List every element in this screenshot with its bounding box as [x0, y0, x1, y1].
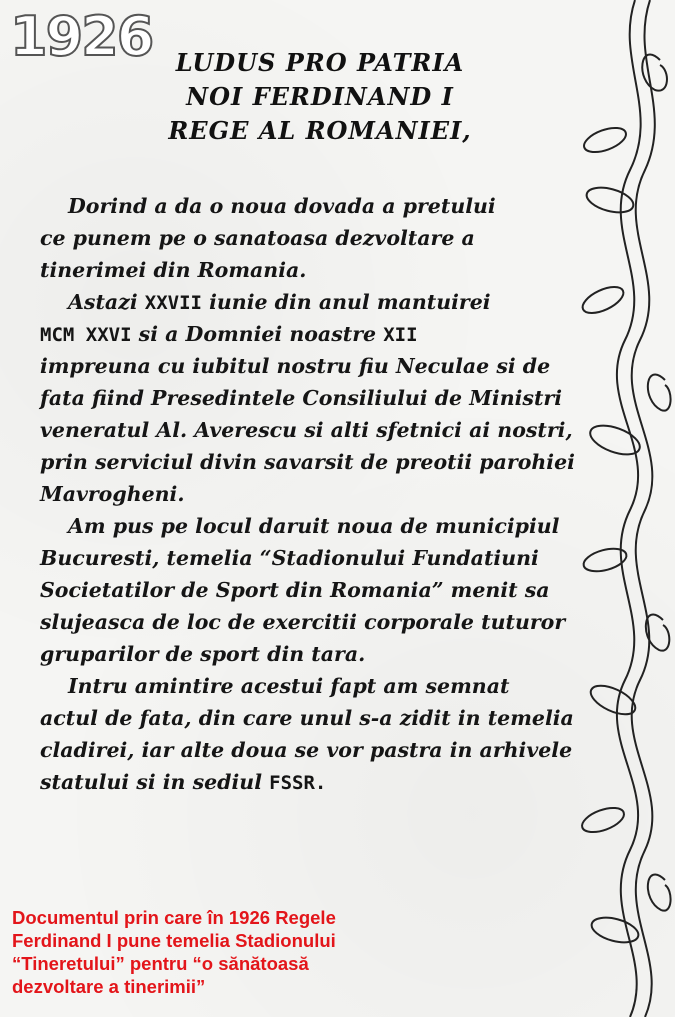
body-line: Dorind a da o noua dovada a pretului: [68, 194, 496, 218]
heading-line: LUDUS PRO PATRIA: [175, 48, 465, 77]
photo-caption: [12, 906, 392, 998]
body-text-fragment: iunie din anul mantuirei: [201, 290, 491, 314]
body-text-fragment: si a Domniei noastre: [131, 322, 384, 346]
body-line: [40, 766, 600, 798]
floral-ornament-border: [575, 0, 675, 1017]
body-line: cladirei, iar alte doua se vor pastra in arhivele: [40, 738, 573, 762]
body-line: [40, 286, 600, 318]
body-line: tinerimei din Romania.: [40, 258, 307, 282]
roman-numeral: XXVII: [144, 292, 202, 314]
body-line: prin serviciul divin savarsit de preotii parohiei: [40, 450, 575, 474]
body-line: Mavrogheni.: [40, 482, 185, 506]
body-line: Bucuresti, temelia “Stadionului Fundatiuni: [40, 546, 539, 570]
body-line: ce punem pe o sanatoasa dezvoltare a: [40, 226, 475, 250]
roman-numeral: XII: [383, 324, 418, 346]
body-line: gruparilor de sport din tara.: [40, 642, 366, 666]
body-line: impreuna cu iubitul nostru fiu Neculae si de: [40, 354, 551, 378]
body-line: Societatilor de Sport din Romania” menit sa: [40, 578, 550, 602]
body-line: veneratul Al. Averescu si alti sfetnici ai nostri,: [40, 418, 573, 442]
body-text-fragment: statului si in sediul: [40, 770, 270, 794]
body-text-fragment: Astazi: [68, 290, 145, 314]
body-line: [40, 318, 600, 350]
body-line: Intru amintire acestui fapt am semnat: [68, 674, 510, 698]
heading-line: REGE AL ROMANIEI,: [168, 116, 472, 145]
caption-line: Ferdinand I pune temelia Stadionului: [12, 930, 336, 951]
document-body: [40, 190, 600, 798]
roman-numeral: MCM XXVI: [40, 324, 132, 346]
caption-line: dezvoltare a tinerimii”: [12, 976, 206, 997]
body-line: slujeasca de loc de exercitii corporale tuturor: [40, 610, 566, 634]
heading-line: NOI FERDINAND I: [186, 82, 454, 111]
body-line: fata fiind Presedintele Consiliului de Ministri: [40, 386, 563, 410]
body-line: Am pus pe locul daruit noua de municipiul: [68, 514, 560, 538]
caption-line: “Tineretului” pentru “o sănătoasă: [12, 953, 309, 974]
body-line: actul de fata, din care unul s-a zidit in temelia: [40, 706, 574, 730]
org-acronym: FSSR.: [269, 772, 327, 794]
document-heading: [150, 46, 490, 148]
year-label: 1926: [10, 5, 153, 68]
caption-line: Documentul prin care în 1926 Regele: [12, 907, 336, 928]
